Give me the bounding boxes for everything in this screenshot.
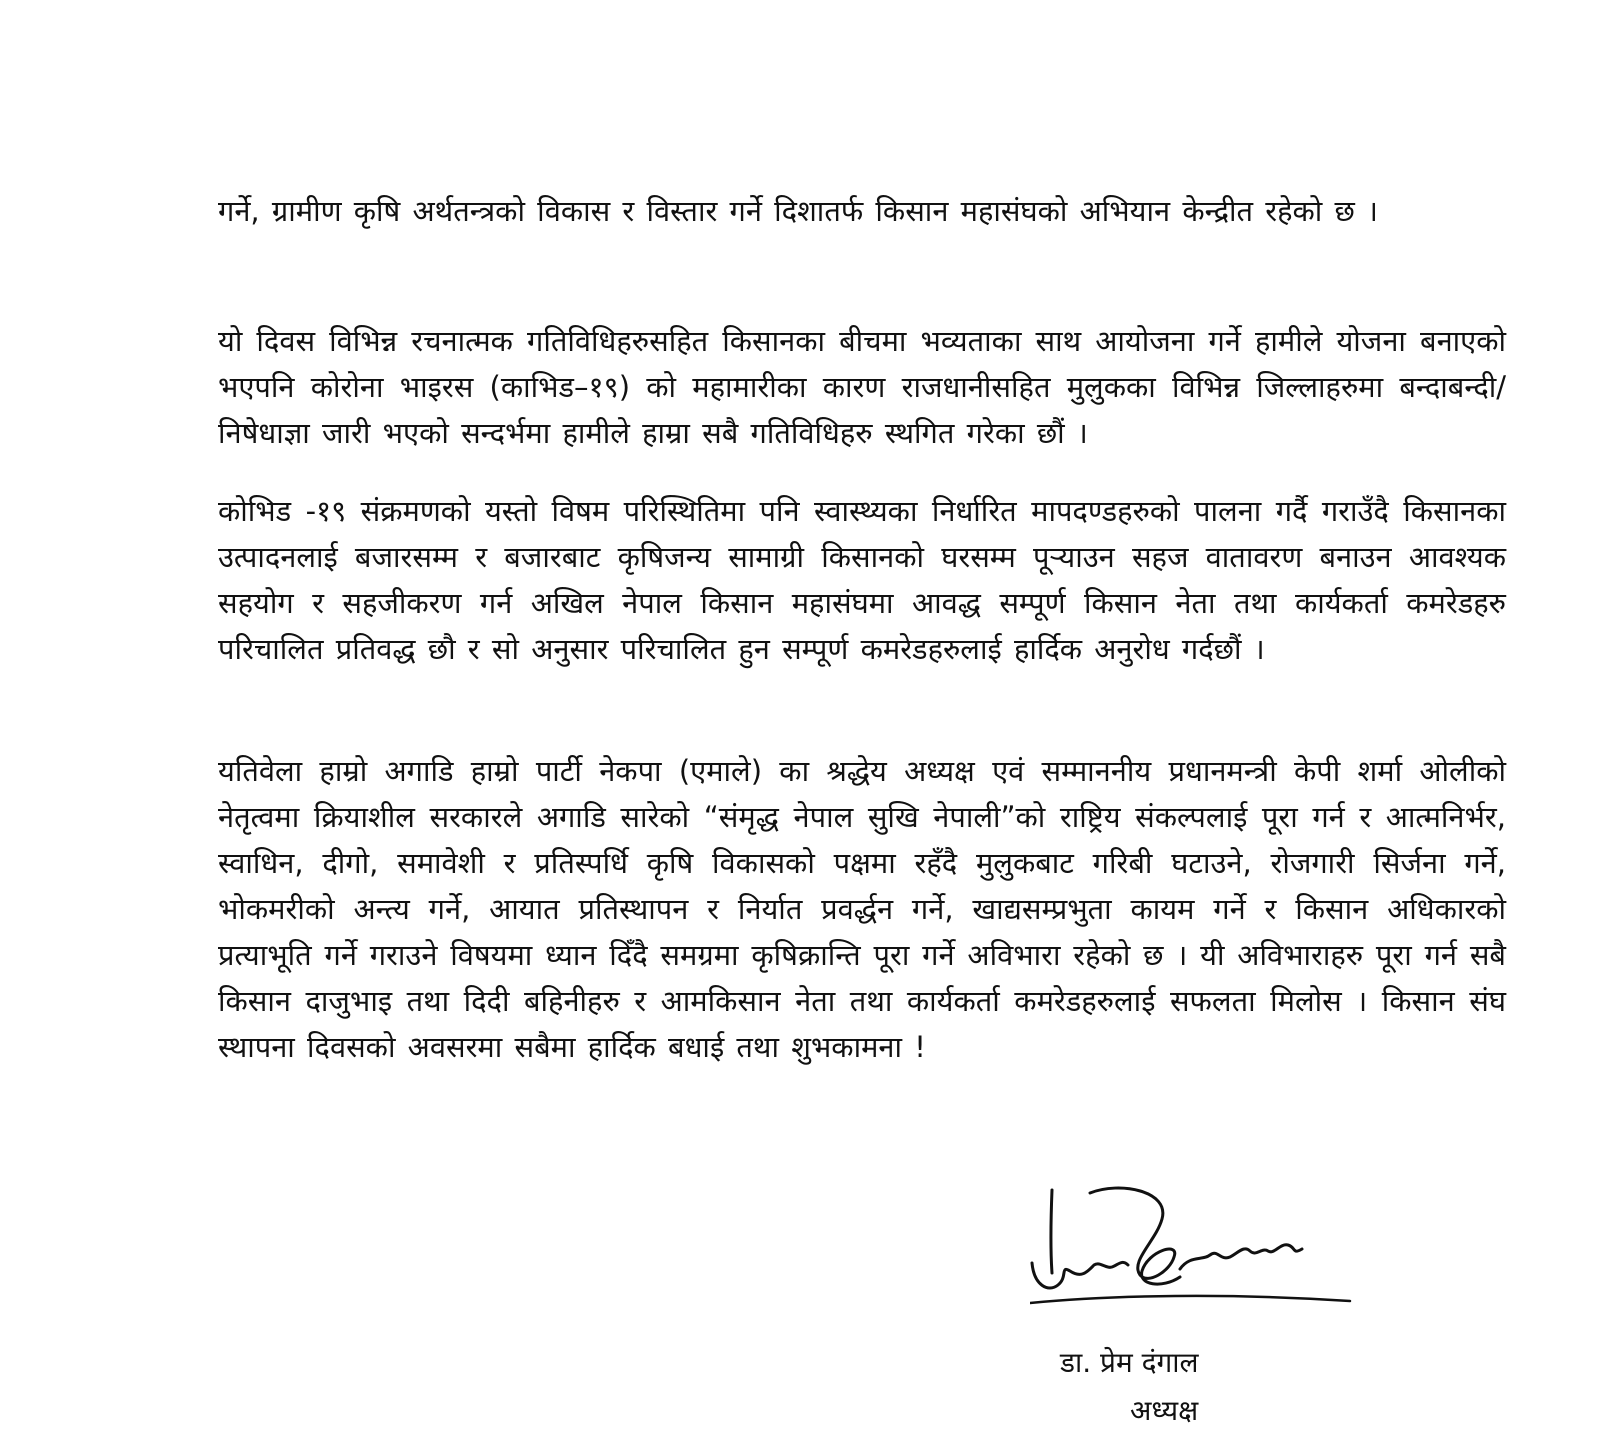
paragraph-text: कोभिड -१९ संक्रमणको यस्तो विषम परिस्थितिमा पनि स्वास्थ्यका निर्धारित मापदण्डहरुको पालना गर्दै गराउँदै किसानका उत्पादनलाई बजारसम्म र बजारबाट कृषिजन्य सामाग्री किसानको घरसम्म पूर्‍याउन सहज वातावरण बनाउन आवश्यक सहयोग र सहजीकरण गर्न अखिल नेपाल किसान महासंघमा आवद्ध सम्पूर्ण किसान नेता तथा कार्यकर्ता कमरेडहरु परिचालित प्रतिवद्ध छौ र सो अनुसार परिचालित हुन सम्पूर्ण कमरेडहरुलाई हार्दिक अनुरोध गर्दछौं ।: [218, 494, 1506, 666]
paragraph-goals-greetings: [218, 748, 1506, 1070]
paragraph-intro-continued: [218, 188, 1506, 234]
paragraph-text: यतिवेला हाम्रो अगाडि हाम्रो पार्टी नेकपा (एमाले) का श्रद्धेय अध्यक्ष एवं सम्माननीय प्रधानमन्त्री केपी शर्मा ओलीको नेतृत्वमा क्रियाशील सरकारले अगाडि सारेको “संमृद्ध नेपाल सुखि नेपाली”को राष्ट्रिय संकल्पलाई पूरा गर्न र आत्मनिर्भर, स्वाधिन, दीगो, समावेशी र प्रतिस्पर्धि कृषि विकासको पक्षमा रहँदै मुलुकबाट गरिबी घटाउने, रोजगारी सिर्जना गर्ने, भोकमरीको अन्त्य गर्ने, आयात प्रतिस्थापन र निर्यात प्रवर्द्धन गर्ने, खाद्यसम्प्रभुता कायम गर्ने र किसान अधिकारको प्रत्याभूति गर्ने गराउने विषयमा ध्यान दिँदै समग्रमा कृषिक्रान्ति पूरा गर्ने अविभारा रहेको छ । यी अविभाराहरु पूरा गर्न सबै किसान दाजुभाइ तथा दिदी बहिनीहरु र आमकिसान नेता तथा कार्यकर्ता कमरेडहरुलाई सफलता मिलोस । किसान संघ स्थापना दिवसको अवसरमा सबैमा हार्दिक बधाई तथा शुभकामना !: [218, 754, 1506, 1064]
paragraph-postponement: [218, 318, 1506, 456]
signatory-title: अध्यक्ष: [1130, 1394, 1199, 1427]
paragraph-covid-appeal: [218, 488, 1506, 672]
handwritten-signature: [1030, 1185, 1360, 1320]
signatory-name: डा. प्रेम दंगाल: [1060, 1346, 1199, 1379]
paragraph-text: यो दिवस विभिन्न रचनात्मक गतिविधिहरुसहित किसानका बीचमा भव्यताका साथ आयोजना गर्ने हामीले योजना बनाएको भएपनि कोरोना भाइरस (काभिड–१९) को महामारीका कारण राजधानीसहित मुलुकका विभिन्न जिल्लाहरुमा बन्दाबन्दी/निषेधाज्ञा जारी भएको सन्दर्भमा हामीले हाम्रा सबै गतिविधिहरु स्थगित गरेका छौं ।: [218, 324, 1506, 450]
paragraph-text: गर्ने, ग्रामीण कृषि अर्थतन्त्रको विकास र विस्तार गर्ने दिशातर्फ किसान महासंघको अभियान केन्द्रीत रहेको छ ।: [218, 194, 1379, 228]
